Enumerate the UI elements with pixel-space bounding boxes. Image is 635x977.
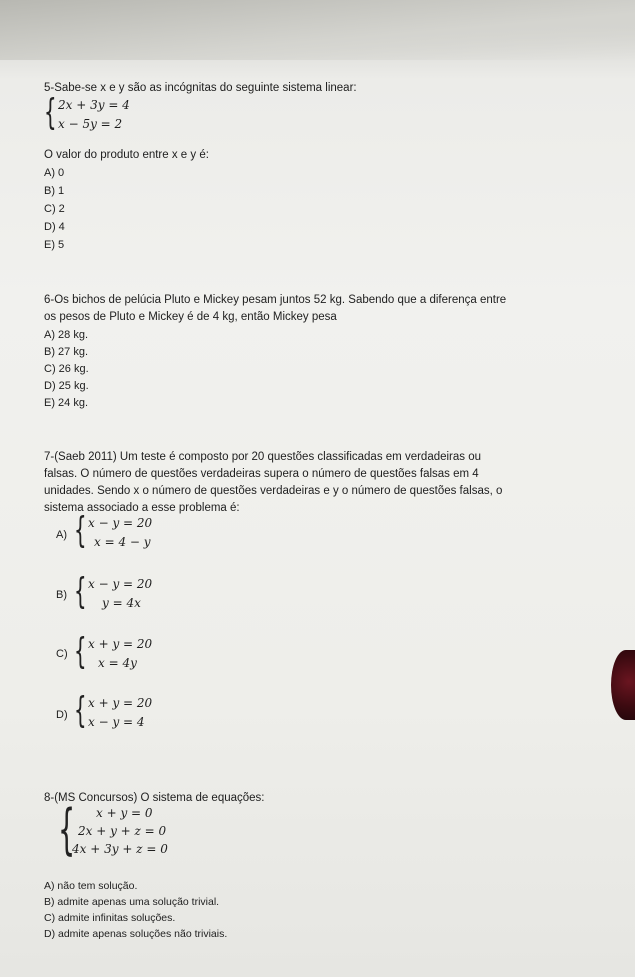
q8-option-d: D) admite apenas soluções não triviais. — [44, 928, 228, 940]
q5-question: O valor do produto entre x e y é: — [44, 149, 209, 161]
q7-b-eq2: y = 4x — [102, 596, 141, 610]
q5-stem: 5-Sabe-se x e y são as incógnitas do seguinte sistema linear: — [44, 82, 357, 94]
q7-option-a-system — [74, 510, 194, 554]
q7-b-eq1: x − y = 20 — [88, 577, 153, 591]
q8-eq1: x + y = 0 — [96, 806, 153, 820]
q5-option-d: D) 4 — [44, 221, 65, 233]
q7-d-eq2: x − y = 4 — [88, 715, 145, 729]
q6-option-e: E) 24 kg. — [44, 397, 89, 409]
q7-c-eq1: x + y = 20 — [88, 637, 153, 651]
q7-option-d-label: D) — [56, 709, 68, 721]
q5-option-a: A) 0 — [44, 167, 65, 179]
q5-option-e: E) 5 — [44, 239, 65, 251]
q5-option-c: C) 2 — [44, 203, 65, 215]
q6-line2: os pesos de Pluto e Mickey é de 4 kg, então Mickey pesa — [44, 311, 337, 323]
paper-fold-shadow — [0, 0, 635, 60]
brace-icon: { — [74, 690, 87, 731]
q5-eq1: 2x + 3y = 4 — [58, 98, 130, 112]
q5-system — [44, 92, 164, 136]
q7-a-eq2: x = 4 − y — [94, 535, 151, 549]
q7-d-eq1: x + y = 20 — [88, 696, 153, 710]
q7-option-b-system — [74, 571, 194, 615]
q7-a-eq1: x − y = 20 — [88, 516, 153, 530]
q7-option-d-system — [74, 690, 194, 734]
q7-option-c-system — [74, 631, 194, 675]
brace-icon: { — [74, 631, 87, 672]
q8-option-a: A) não tem solução. — [44, 880, 138, 892]
q6-option-b: B) 27 kg. — [44, 346, 89, 358]
q5-eq2: x − 5y = 2 — [58, 117, 123, 131]
q8-option-c: C) admite infinitas soluções. — [44, 912, 176, 924]
q6-option-d: D) 25 kg. — [44, 380, 89, 392]
q7-line3: unidades. Sendo x o número de questões verdadeiras e y o número de questões falsas, o — [44, 485, 503, 497]
q5-option-b: B) 1 — [44, 185, 65, 197]
q6-line1: 6-Os bichos de pelúcia Pluto e Mickey pesam juntos 52 kg. Sabendo que a diferença entre — [44, 294, 507, 306]
q8-system — [58, 798, 218, 863]
q6-option-c: C) 26 kg. — [44, 363, 89, 375]
q8-stem: 8-(MS Concursos) O sistema de equações: — [44, 792, 265, 804]
brace-icon: { — [58, 798, 76, 861]
q7-line1: 7-(Saeb 2011) Um teste é composto por 20 questões classificadas em verdadeiras ou — [44, 451, 482, 463]
q7-line2: falsas. O número de questões verdadeiras supera o número de questões falsas em 4 — [44, 468, 479, 480]
q8-option-b: B) admite apenas uma solução trivial. — [44, 896, 220, 908]
q7-option-a-label: A) — [56, 529, 67, 541]
brace-icon: { — [44, 92, 57, 133]
brace-icon: { — [74, 571, 87, 612]
q7-option-b-label: B) — [56, 589, 67, 601]
brace-icon: { — [74, 510, 87, 551]
q8-eq3: 4x + 3y + z = 0 — [72, 842, 168, 856]
q8-eq2: 2x + y + z = 0 — [78, 824, 167, 838]
q7-c-eq2: x = 4y — [98, 656, 137, 670]
q7-line4: sistema associado a esse problema é: — [44, 502, 240, 514]
q7-option-c-label: C) — [56, 648, 68, 660]
fingertip — [611, 650, 635, 720]
q6-option-a: A) 28 kg. — [44, 329, 89, 341]
